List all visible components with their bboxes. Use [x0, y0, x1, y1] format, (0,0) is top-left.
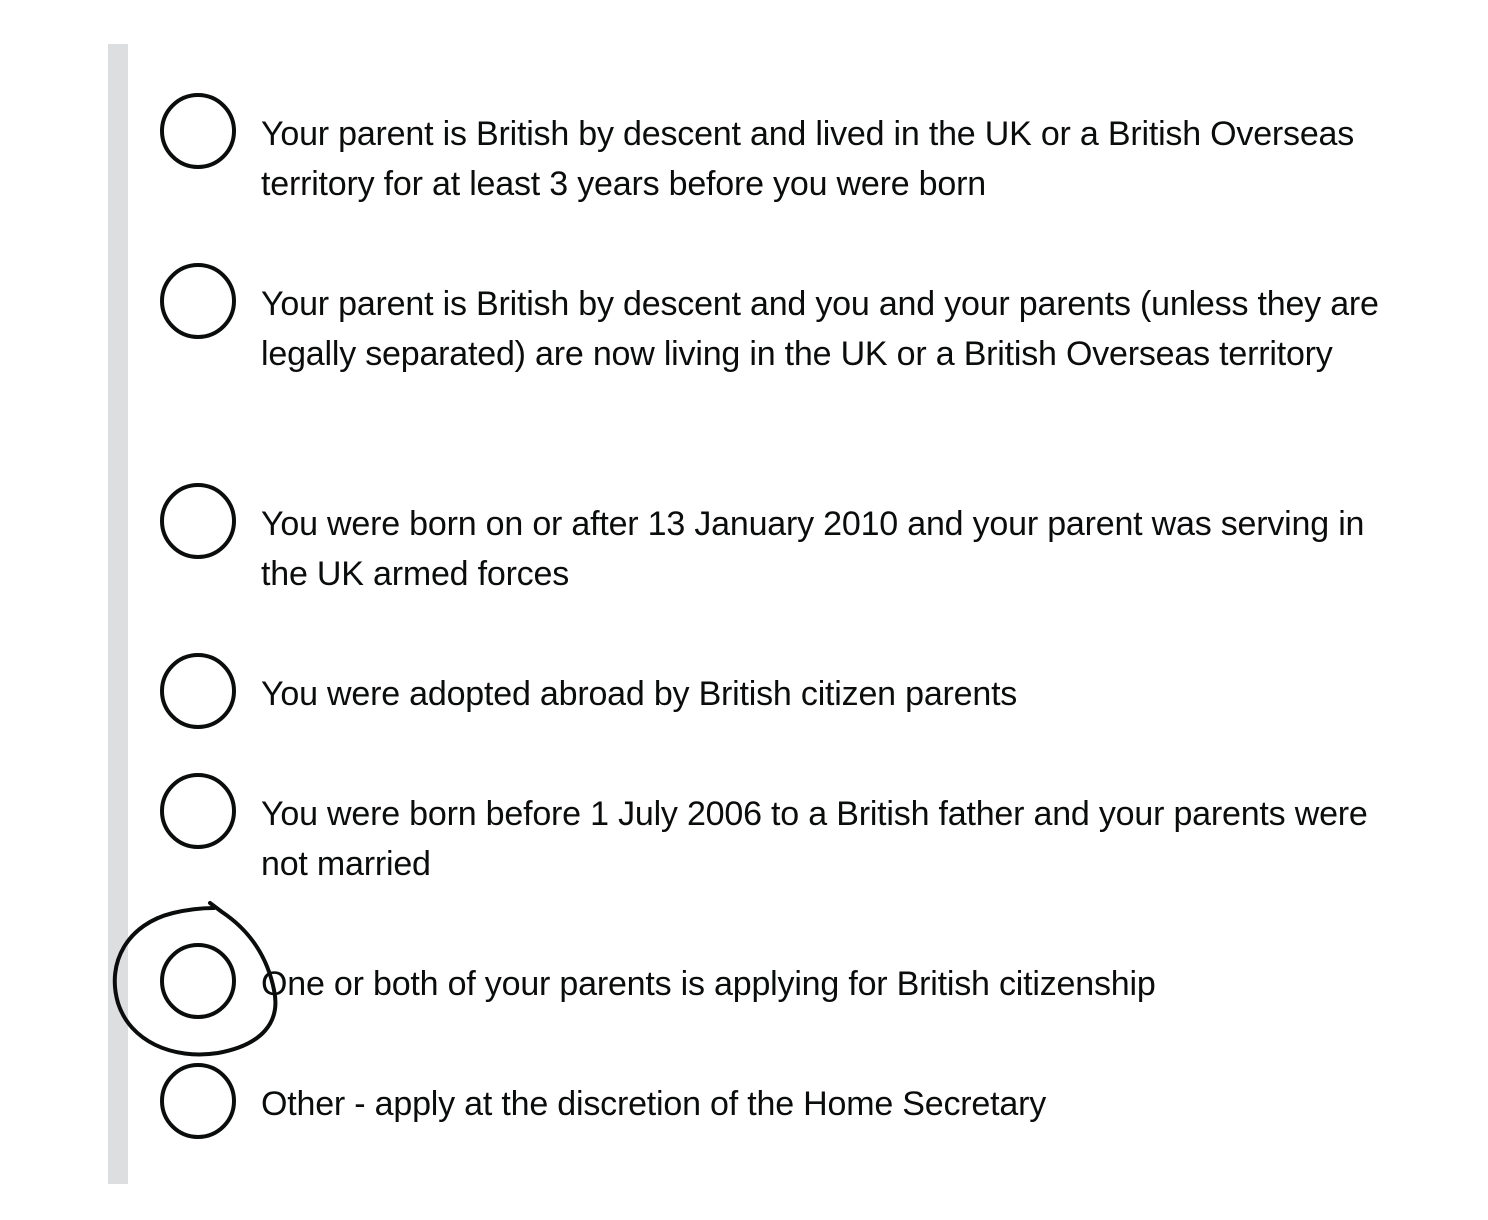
radio-label[interactable]: Other - apply at the discretion of the Home Secretary	[261, 1085, 1046, 1123]
radio-button[interactable]	[160, 1063, 236, 1139]
radio-label[interactable]: You were born on or after 13 January 2010 and your parent was serving in the UK armed forces	[261, 505, 1365, 593]
radio-label[interactable]: One or both of your parents is applying for British citizenship	[261, 965, 1156, 1003]
radio-button[interactable]	[160, 93, 236, 169]
radio-label[interactable]: Your parent is British by descent and you and your parents (unless they are legally separated) are now living in the UK or a British Overseas territory	[261, 285, 1379, 373]
radio-label[interactable]: Your parent is British by descent and lived in the UK or a British Overseas territory for at least 3 years before you were born	[261, 115, 1355, 203]
radio-button[interactable]	[160, 943, 236, 1019]
radio-label[interactable]: You were adopted abroad by British citizen parents	[261, 675, 1018, 713]
radio-button[interactable]	[160, 653, 236, 729]
radio-button[interactable]	[160, 263, 236, 339]
radio-button[interactable]	[160, 773, 236, 849]
radio-button[interactable]	[160, 483, 236, 559]
radio-label[interactable]: You were born before 1 July 2006 to a British father and your parents were not married	[261, 795, 1368, 883]
